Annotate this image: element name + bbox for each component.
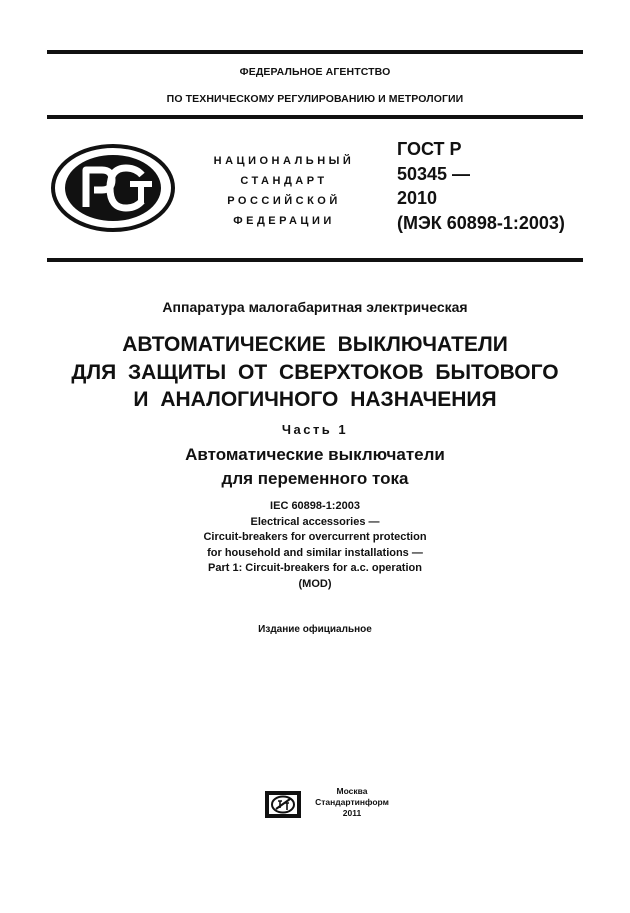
top-rule <box>47 50 583 54</box>
iec-line: for household and similar installations — <box>207 546 423 559</box>
iec-line: Part 1: Circuit-breakers for a.c. operation <box>208 562 422 575</box>
designation-line-1: ГОСТ Р <box>397 139 462 159</box>
part-title-line-2: для переменного тока <box>221 469 409 488</box>
national-standard-line: ФЕДЕРАЦИИ <box>233 215 335 227</box>
publisher-name: Стандартинформ <box>315 797 389 807</box>
gost-r-certification-icon <box>50 143 176 233</box>
agency-line-1: ФЕДЕРАЛЬНОЕ АГЕНТСТВО <box>239 66 391 78</box>
part-title-line-1: Автоматические выключатели <box>185 445 445 464</box>
iec-line: Circuit-breakers for overcurrent protection <box>203 531 427 544</box>
iec-line: Electrical accessories — <box>250 515 380 528</box>
middle-rule <box>47 258 583 262</box>
national-standard-line: РОССИЙСКОЙ <box>227 195 341 207</box>
iec-line: (MOD) <box>298 577 332 590</box>
designation-line-3: 2010 <box>397 188 438 208</box>
main-title-line-3: И АНАЛОГИЧНОГО НАЗНАЧЕНИЯ <box>133 388 497 411</box>
publisher-year: 2011 <box>342 808 362 818</box>
national-standard-line: СТАНДАРТ <box>240 175 328 187</box>
main-title-line-1: АВТОМАТИЧЕСКИЕ ВЫКЛЮЧАТЕЛИ <box>122 333 508 356</box>
publisher-city: Москва <box>336 786 368 796</box>
iec-line: IEC 60898-1:2003 <box>270 500 360 512</box>
standartinform-logo-icon <box>264 790 302 819</box>
iec-reference <box>0 499 630 593</box>
agency-line-2: ПО ТЕХНИЧЕСКОМУ РЕГУЛИРОВАНИЮ И МЕТРОЛОГИИ <box>166 93 464 105</box>
part-number: Часть 1 <box>281 422 349 437</box>
edition-label: Издание официальное <box>258 624 372 635</box>
main-title-line-2: ДЛЯ ЗАЩИТЫ ОТ СВЕРХТОКОВ БЫТОВОГО <box>71 361 559 384</box>
publisher-info <box>312 786 392 819</box>
national-standard-line: НАЦИОНАЛЬНЫЙ <box>213 155 355 167</box>
header-rule <box>47 115 583 119</box>
document-subtitle: Аппаратура малогабаритная электрическая <box>162 299 468 315</box>
standard-designation <box>397 137 565 235</box>
designation-line-4: (МЭК 60898-1:2003) <box>397 212 565 233</box>
national-standard-label <box>196 151 372 231</box>
designation-line-2: 50345 — <box>397 163 471 184</box>
